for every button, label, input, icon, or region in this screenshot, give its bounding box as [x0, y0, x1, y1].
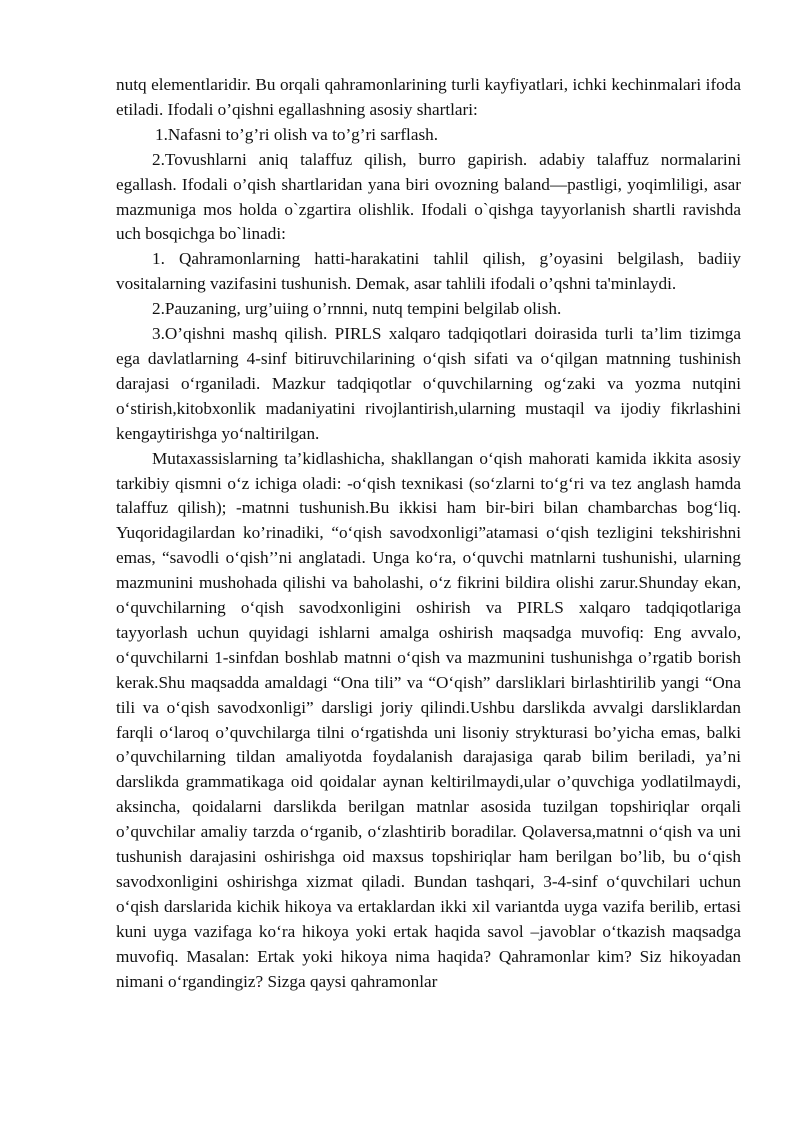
paragraph-continuation: nutq elementlaridir. Bu orqali qahramonlarining turli kayfiyatlari, ichki kechinmalari ifoda etiladi. Ifodali o’qishni egallashning asosiy shartlari:: [116, 75, 741, 119]
paragraph-condition-2: 2.Tovushlarni aniq talaffuz qilish, burro gapirish. adabiy talaffuz normalarini egallash. Ifodali o’qish shartlaridan yana biri ovozning baland—pastligi, yoqimliligi, asar mazmuniga mos holda o`zgartira olishlik. Ifodali o`qishga tayyorlanish shartli ravishda uch bosqichga bo`linadi:: [116, 149, 741, 244]
paragraph-condition-1: 1.Nafasni to’g’ri olish va to’g’ri sarflash.: [155, 124, 439, 144]
paragraph-stage-1: 1. Qahramonlarning hatti-harakatini tahlil qilish, g’oyasini belgilash, badiiy vositalarning vazifasini tushunish. Demak, asar tahlili ifodali o’qshni ta'minlaydi.: [116, 249, 741, 294]
paragraph-stage-3: 3.O’qishni mashq qilish. PIRLS xalqaro tadqiqotlari doirasida turli ta’lim tizimga ega davlatlarning 4-sinf bitiruvchilarining o‘qish sifati va o‘qilgan matnning tushinish darajasi o‘rganiladi. Mazkur tadqiqotlar o‘quvchilarning og‘zaki va yozma nutqini o‘stirish,kitobxonlik madaniyatini rivojlantirish,ularning mustaqil va ijodiy fikrlashini kengaytirishga yo‘naltirilgan.: [116, 324, 741, 443]
paragraph-experts: Mutaxassislarning ta’kidlashicha, shakllangan o‘qish mahorati kamida ikkita asosiy tarkibiy qismni o‘z ichiga oladi: -o‘qish texnikasi (so‘zlarni to‘g‘ri va tez anglash hamda talaffuz qilish); -matnni tushunish.Bu ikkisi ham bir-biri bilan chambarchas bog‘liq. Yuqoridagilardan ko’rinadiki, “o‘qish savodxonligi”atamasi o‘qish tezligini tekshirishni emas, “savodli o‘qish’’ni anglatadi. Unga ko‘ra, o‘quvchi matnlarni tushunishi, ularning mazmunini mushohada qilishi va baholashi, o‘z fikrini bildira olishi zarur.Shunday ekan, o‘quvchilarning o‘qish savodxonligini oshirish va PIRLS xalqaro tadqiqotlariga tayyorlash uchun quyidagi ishlarni amalga oshirish maqsadga muvofiq: Eng avvalo, o‘quvchilarni 1-sinfdan boshlab matnni o‘qish va mazmunini tushunishga o’rgatib borish kerak.Shu maqsadda amaldagi “Ona tili” va “O‘qish” darsliklari birlashtirilib yangi “Ona tili va o‘qish savodxonligi” darsligi joriy qilindi.Ushbu darslikda avvalgi darsliklardan farqli o‘laroq o’quvchilarga tilni o‘rgatishda uni lisoniy strykturasi bo’yicha emas, balki o’quvchilarning tildan amaliyotda foydalanish darajasiga qarab bilim beriladi, ya’ni darslikda grammatikaga oid qoidalar aynan keltirilmaydi,ular o’quvchiga yodlatilmaydi, aksincha, qoidalarni darslikda berilgan matnlar asosida tuzilgan topshiriqlar orqali o’quvchilar amaliy tarzda o‘rganib, o‘zlashtirib boradilar. Qolaversa,matnni o‘qish va uni tushunish darajasini oshirishga oid maxsus topshiriqlar ham berilgan bo’lib, bu o‘qish savodxonligini oshirishga xizmat qiladi. Bundan tashqari, 3-4-sinf o‘quvchilari uchun o‘qish darslarida kichik hikoya va ertaklardan ikki xil variantda uyga vazifa berilib, ertasi kuni uyga vazifaga ko‘ra hikoya yoki ertak haqida savol –javoblar o‘tkazish maqsadga muvofiq. Masalan: Ertak yoki hikoya nima haqida? Qahramonlar kim? Siz hikoyadan nimani o‘rgandingiz? Sizga qaysi qahramonlar: [116, 448, 741, 991]
paragraph-stage-2: 2.Pauzaning, urg’uiing o’rnnni, nutq tempini belgilab olish.: [152, 299, 562, 319]
document-page: [116, 73, 741, 995]
